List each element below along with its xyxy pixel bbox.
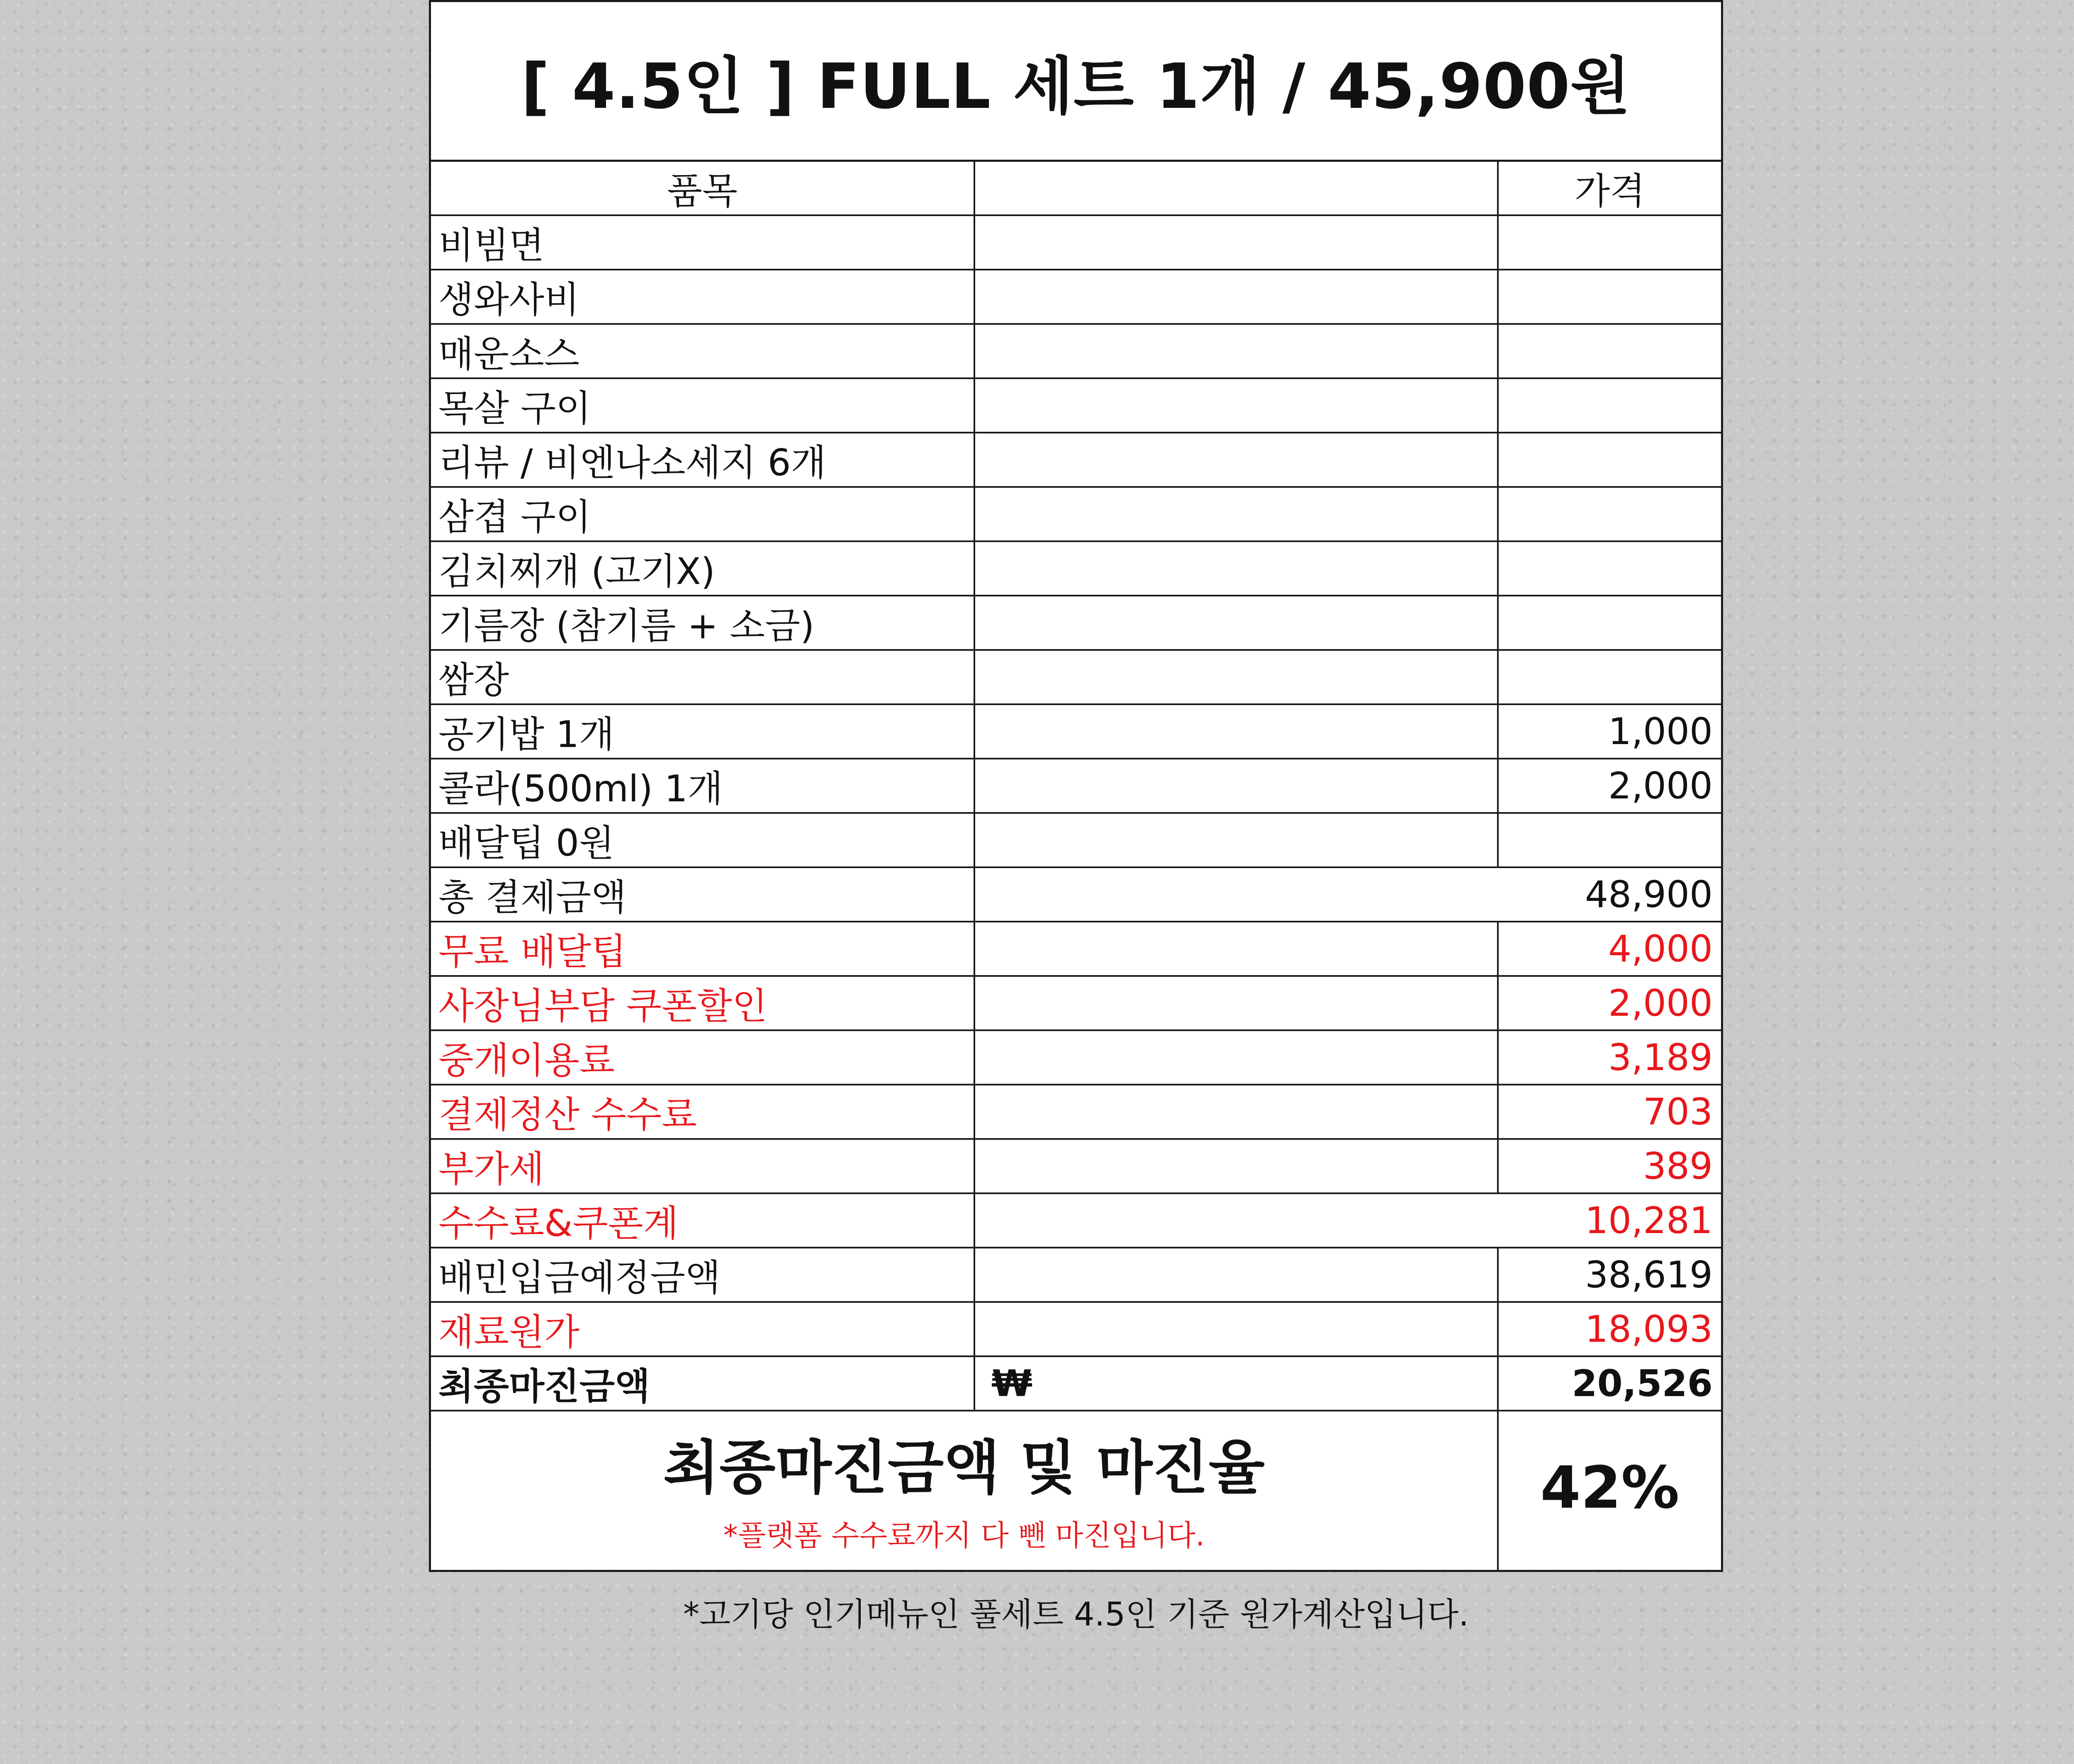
item-price bbox=[1499, 325, 1721, 379]
item-middle bbox=[975, 651, 1499, 705]
item-middle bbox=[975, 596, 1499, 651]
deposit-label: 배민입금예정금액 bbox=[431, 1248, 975, 1303]
item-middle bbox=[975, 814, 1499, 868]
deposit-value: 38,619 bbox=[1499, 1248, 1721, 1303]
item-middle bbox=[975, 542, 1499, 596]
item-middle bbox=[975, 488, 1499, 542]
item-label: 매운소스 bbox=[431, 325, 975, 379]
fee-label: 결제정산 수수료 bbox=[431, 1085, 975, 1140]
item-middle bbox=[975, 705, 1499, 759]
total-value: 48,900 bbox=[975, 868, 1721, 922]
total-label: 총 결제금액 bbox=[431, 868, 975, 922]
item-price bbox=[1499, 379, 1721, 433]
fee-value: 389 bbox=[1499, 1140, 1721, 1194]
header-price: 가격 bbox=[1499, 162, 1721, 216]
item-middle bbox=[975, 759, 1499, 814]
fee-label: 사장님부담 쿠폰할인 bbox=[431, 977, 975, 1031]
cost-sheet bbox=[429, 0, 1723, 1572]
margin-summary bbox=[431, 1406, 1721, 1570]
fee-value: 2,000 bbox=[1499, 977, 1721, 1031]
sheet-title: [ 4.5인 ] FULL 세트 1개 / 45,900원 bbox=[431, 2, 1721, 162]
margin-rate: 42% bbox=[1540, 1454, 1680, 1522]
item-price bbox=[1499, 216, 1721, 270]
bottom-note: *고기당 인기메뉴인 풀세트 4.5인 기준 원가계산입니다. bbox=[683, 1596, 1469, 1633]
margin-summary-title: 최종마진금액 및 마진율 bbox=[663, 1434, 1265, 1502]
fee-middle bbox=[975, 977, 1499, 1031]
final-margin-label: 최종마진금액 bbox=[431, 1357, 975, 1411]
cost-middle bbox=[975, 1303, 1499, 1357]
item-middle bbox=[975, 325, 1499, 379]
fee-label: 부가세 bbox=[431, 1140, 975, 1194]
margin-summary-subtitle: *플랫폼 수수료까지 다 뺀 마진입니다. bbox=[723, 1518, 1205, 1552]
margin-summary-left bbox=[431, 1406, 1499, 1570]
fee-label: 중개이용료 bbox=[431, 1031, 975, 1085]
item-middle bbox=[975, 216, 1499, 270]
cost-value: 18,093 bbox=[1499, 1303, 1721, 1357]
item-label: 배달팁 0원 bbox=[431, 814, 975, 868]
fee-middle bbox=[975, 1031, 1499, 1085]
item-price: 2,000 bbox=[1499, 759, 1721, 814]
cost-table bbox=[431, 162, 1721, 1411]
header-item: 품목 bbox=[431, 162, 975, 216]
item-price bbox=[1499, 814, 1721, 868]
item-price bbox=[1499, 433, 1721, 488]
item-label: 공기밥 1개 bbox=[431, 705, 975, 759]
item-label: 비빔면 bbox=[431, 216, 975, 270]
item-label: 리뷰 / 비엔나소세지 6개 bbox=[431, 433, 975, 488]
fee-value: 4,000 bbox=[1499, 922, 1721, 977]
fee-value: 703 bbox=[1499, 1085, 1721, 1140]
item-price bbox=[1499, 488, 1721, 542]
item-label: 콜라(500ml) 1개 bbox=[431, 759, 975, 814]
fee-total-label: 수수료&쿠폰계 bbox=[431, 1194, 975, 1248]
cost-label: 재료원가 bbox=[431, 1303, 975, 1357]
item-middle bbox=[975, 379, 1499, 433]
item-price bbox=[1499, 596, 1721, 651]
item-label: 삼겹 구이 bbox=[431, 488, 975, 542]
fee-middle bbox=[975, 922, 1499, 977]
item-label: 생와사비 bbox=[431, 270, 975, 325]
item-label: 쌈장 bbox=[431, 651, 975, 705]
item-label: 김치찌개 (고기X) bbox=[431, 542, 975, 596]
fee-middle bbox=[975, 1085, 1499, 1140]
fee-label: 무료 배달팁 bbox=[431, 922, 975, 977]
item-middle bbox=[975, 433, 1499, 488]
item-middle bbox=[975, 270, 1499, 325]
fee-value: 3,189 bbox=[1499, 1031, 1721, 1085]
item-price bbox=[1499, 651, 1721, 705]
final-margin-value: 20,526 bbox=[1499, 1357, 1721, 1411]
item-price bbox=[1499, 542, 1721, 596]
fee-total-value: 10,281 bbox=[975, 1194, 1721, 1248]
deposit-middle bbox=[975, 1248, 1499, 1303]
fee-middle bbox=[975, 1140, 1499, 1194]
item-label: 기름장 (참기름 + 소금) bbox=[431, 596, 975, 651]
item-price bbox=[1499, 270, 1721, 325]
won-symbol: ₩ bbox=[975, 1357, 1499, 1411]
item-price: 1,000 bbox=[1499, 705, 1721, 759]
header-middle bbox=[975, 162, 1499, 216]
item-label: 목살 구이 bbox=[431, 379, 975, 433]
